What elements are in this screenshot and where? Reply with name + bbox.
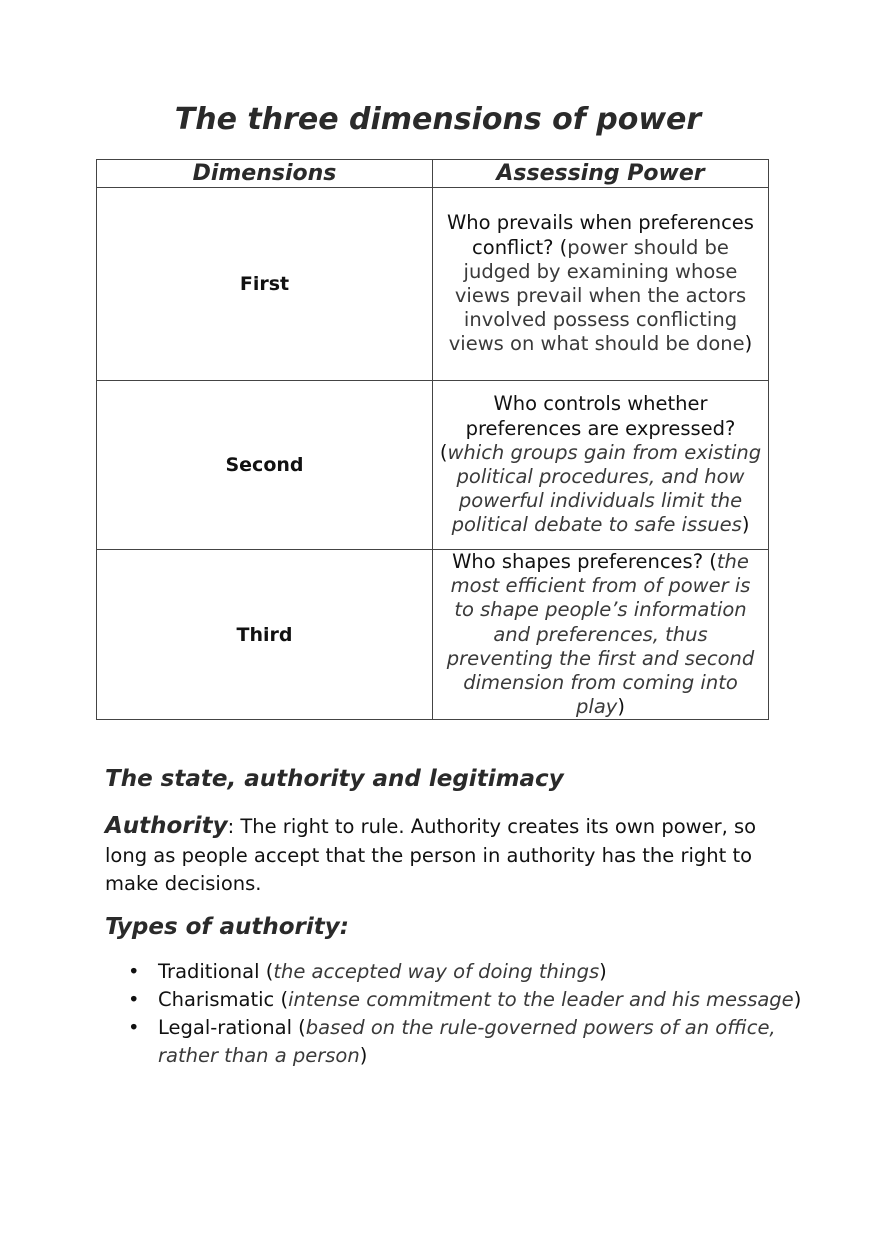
list-item xyxy=(128,1014,828,1070)
assessment-cell xyxy=(433,188,769,381)
types-heading: Types of authority: xyxy=(105,914,349,940)
assessment-cell xyxy=(433,381,769,550)
dimension-cell: First xyxy=(97,188,433,381)
section-heading: The state, authority and legitimacy xyxy=(105,766,564,792)
table-row xyxy=(97,381,769,550)
table-header-row xyxy=(97,160,769,188)
assessment-question: Who shapes preferences? ( xyxy=(452,550,717,573)
assessment-explanation: power should be judged by examining whose views prevail when the actors involved possess conflicting views on what should be done xyxy=(448,235,747,356)
bullet-icon: • xyxy=(128,1016,140,1039)
authority-term: Authority xyxy=(105,813,228,839)
dimension-cell: Second xyxy=(97,381,433,550)
assessment-explanation: which groups gain from existing political procedures, and how powerful individuals limit the political debate to safe issues xyxy=(447,440,762,537)
header-assessing-power: Assessing Power xyxy=(433,160,769,188)
type-name: Charismatic ( xyxy=(158,988,289,1011)
assessment-cell xyxy=(433,550,769,720)
type-close: ) xyxy=(793,988,802,1011)
bullet-icon: • xyxy=(128,960,140,983)
list-item xyxy=(128,986,828,1014)
assessment-question: Who controls whether preferences are expressed? ( xyxy=(439,392,736,464)
assessment-close: ) xyxy=(617,695,625,719)
type-description: based on the rule-governed powers of an office, rather than a person xyxy=(158,1016,776,1067)
table-row xyxy=(97,550,769,720)
assessment-close: ) xyxy=(744,332,753,356)
page-title: The three dimensions of power xyxy=(174,102,702,137)
bullet-icon: • xyxy=(128,988,140,1011)
type-name: Traditional ( xyxy=(158,960,274,983)
type-name: Legal-rational ( xyxy=(158,1016,306,1039)
dimensions-table xyxy=(96,159,769,720)
header-dimensions: Dimensions xyxy=(97,160,433,188)
assessment-explanation: the most efficient from of power is to shape people’s information and preferences, thus preventing the first and second dimension from coming into play xyxy=(446,550,755,719)
authority-paragraph xyxy=(105,812,785,899)
type-close: ) xyxy=(599,960,607,983)
type-description: the accepted way of doing things xyxy=(273,960,600,983)
authority-types-list xyxy=(105,958,828,1070)
table-row xyxy=(97,188,769,381)
authority-definition: : The right to rule. Authority creates its own power, so long as people accept that the person in authority has the right to make decisions. xyxy=(105,815,757,895)
type-description: intense commitment to the leader and his message xyxy=(288,988,794,1011)
dimension-cell: Third xyxy=(97,550,433,720)
assessment-close: ) xyxy=(741,513,750,537)
assessment-question: Who prevails when preferences conflict? ( xyxy=(447,211,754,259)
list-item xyxy=(128,958,828,986)
type-close: ) xyxy=(359,1044,368,1067)
